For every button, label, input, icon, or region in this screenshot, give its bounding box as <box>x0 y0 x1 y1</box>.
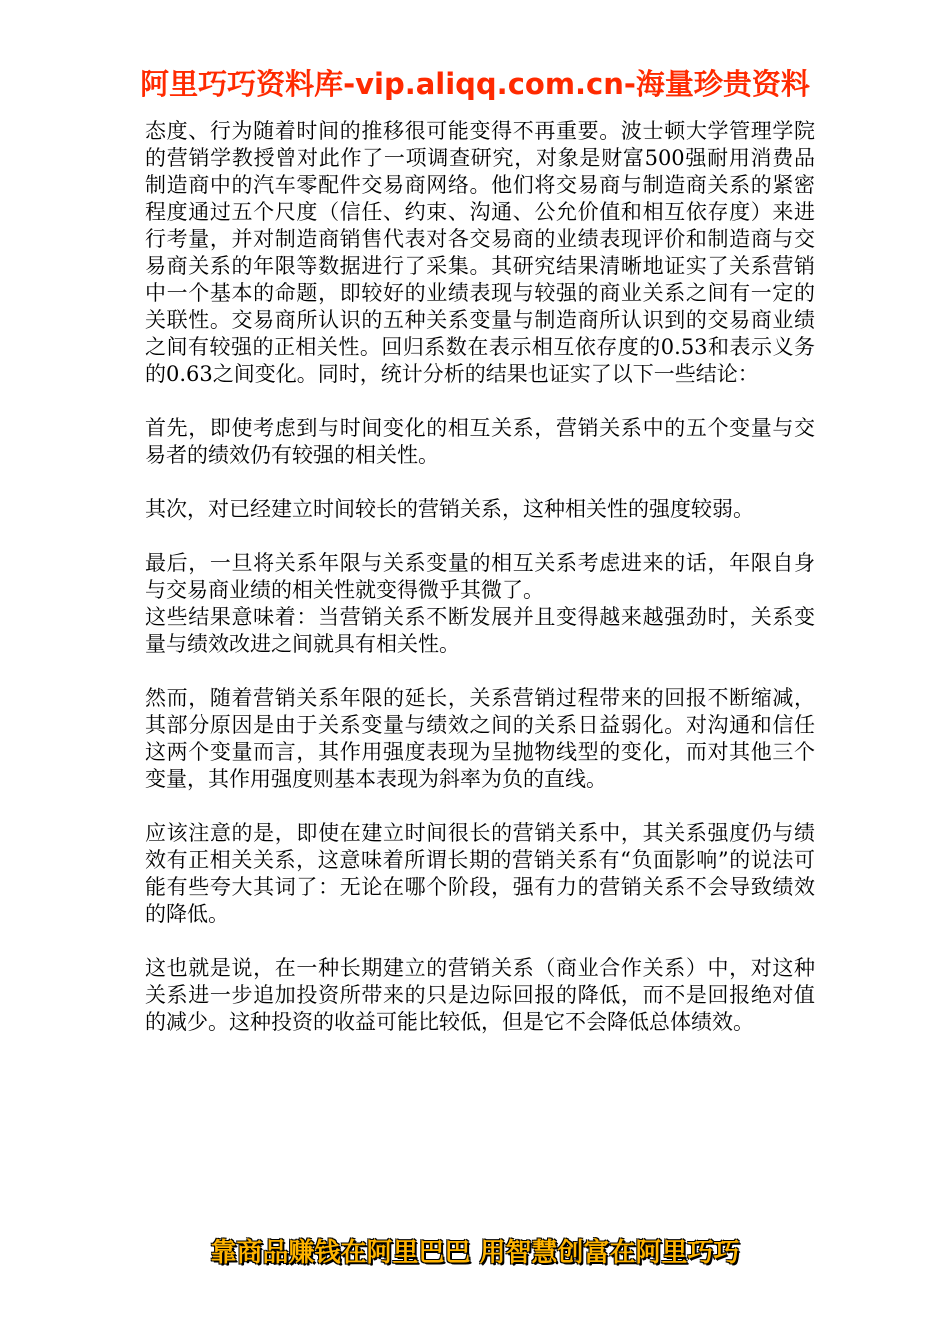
header-banner: 阿里巧巧资料库-vip.aliqq.com.cn-海量珍贵资料 <box>140 67 810 101</box>
paragraph-7: 应该注意的是，即使在建立时间很长的营销关系中，其关系强度仍与绩效有正相关关系，这意味着所谓长期的营销关系有“负面影响”的说法可能有些夸大其词了：无论在哪个阶段，强有力的营销关系不会导致绩效的降低。 <box>145 821 815 926</box>
paragraph-1: 态度、行为随着时间的推移很可能变得不再重要。波士顿大学管理学院的营销学教授曾对此作了一项调查研究，对象是财富500强耐用消费品制造商中的汽车零配件交易商网络。他们将交易商与制造商关系的紧密程度通过五个尺度（信任、约束、沟通、公允价值和相互依存度）来进行考量，并对制造商销售代表对各交易商的业绩表现评价和制造商与交易商关系的年限等数据进行了采集。其研究结果清晰地证实了关系营销中一个基本的命题，即较好的业绩表现与较强的商业关系之间有一定的关联性。交易商所认识的五种关系变量与制造商所认识到的交易商业绩之间有较强的正相关性。回归系数在表示相互依存度的0.53和表示义务的0.63之间变化。同时，统计分析的结果也证实了以下一些结论： <box>145 119 815 386</box>
paragraph-8: 这也就是说，在一种长期建立的营销关系（商业合作关系）中，对这种关系进一步追加投资所带来的只是边际回报的降低，而不是回报绝对值的减少。这种投资的收益可能比较低，但是它不会降低总体绩效。 <box>145 956 815 1034</box>
paragraph-2: 首先，即使考虑到与时间变化的相互关系，营销关系中的五个变量与交易者的绩效仍有较强的相关性。 <box>145 416 815 467</box>
paragraph-6: 然而，随着营销关系年限的延长，关系营销过程带来的回报不断缩减，其部分原因是由于关系变量与绩效之间的关系日益弱化。对沟通和信任这两个变量而言，其作用强度表现为呈抛物线型的变化，而对其他三个变量，其作用强度则基本表现为斜率为负的直线。 <box>145 686 815 791</box>
footer-banner: 靠商品赚钱在阿里巴巴 用智慧创富在阿里巧巧 <box>210 1238 740 1268</box>
document-body <box>145 118 815 1063</box>
paragraph-5: 这些结果意味着：当营销关系不断发展并且变得越来越强劲时，关系变量与绩效改进之间就具有相关性。 <box>145 605 815 656</box>
paragraph-3: 其次，对已经建立时间较长的营销关系，这种相关性的强度较弱。 <box>145 497 754 521</box>
paragraph-4: 最后，一旦将关系年限与关系变量的相互关系考虑进来的话，年限自身与交易商业绩的相关性就变得微乎其微了。 <box>145 551 815 602</box>
